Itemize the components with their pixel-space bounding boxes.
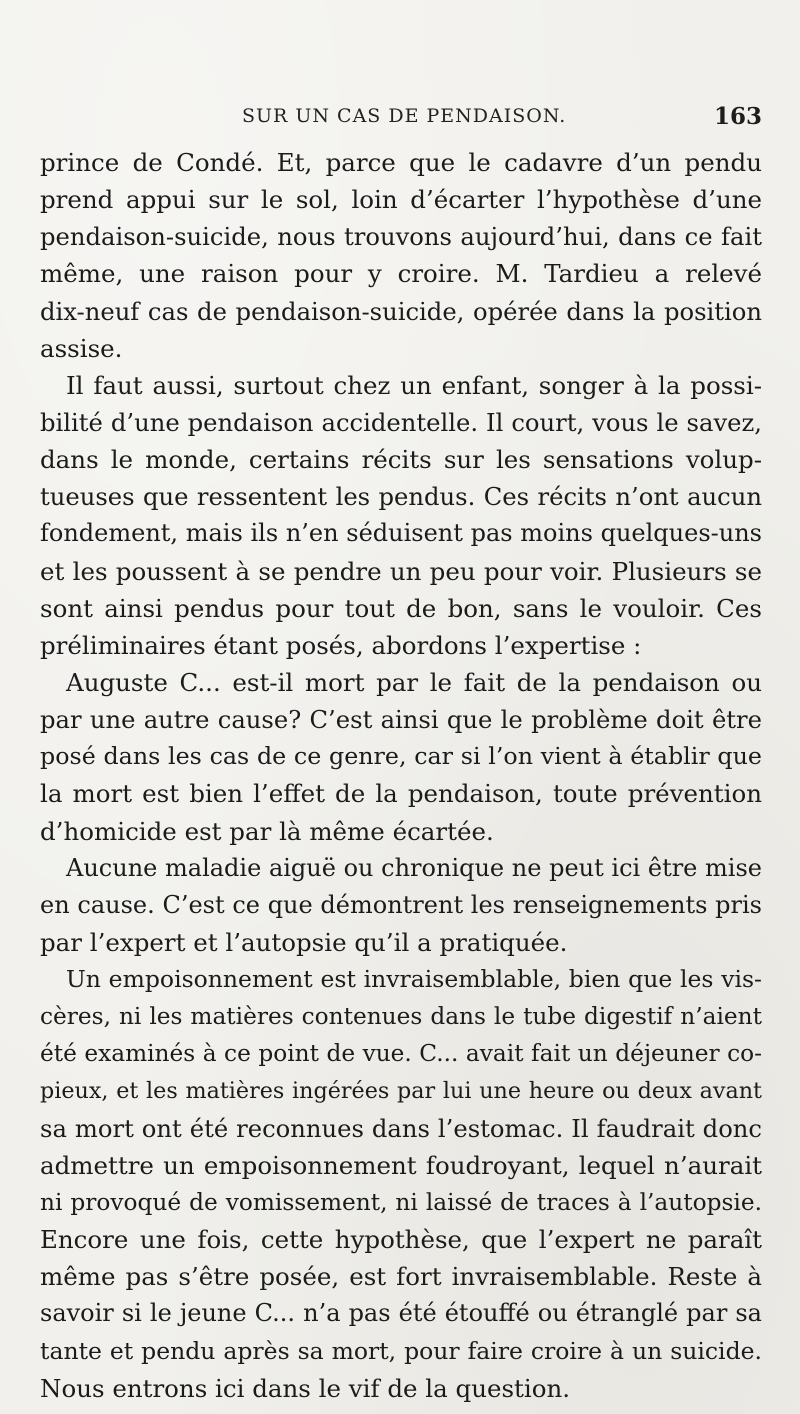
text-line: d’homicide est par là même écartée. [40,816,494,846]
text-line: dix-neuf cas de pendaison-suicide, opérée dans la position [40,296,762,326]
text-line: été examinés à ce point de vue. C... avait fait un déjeuner co- [40,1040,762,1068]
text-line: par l’expert et l’autopsie qu’il a pratiquée. [40,927,568,957]
text-line: tante et pendu après sa mort, pour faire croire à un suicide. [40,1336,762,1365]
text-line: assise. [40,333,123,363]
text-line: ni provoqué de vomissement, ni laissé de traces à l’autopsie. [40,1188,762,1216]
running-head [40,103,762,133]
text-line: Il faut aussi, surtout chez un enfant, songer à la possi- [66,370,762,400]
text-line: prend appui sur le sol, loin d’écarter l’hypothèse d’une [40,185,762,215]
text-line: Aucune maladie aiguë ou chronique ne peut ici être mise [66,853,762,882]
text-line: Nous entrons ici dans le vif de la question. [40,1373,571,1403]
text-line: en cause. C’est ce que démontrent les renseignements pris [40,890,762,919]
text-line: bilité d’une pendaison accidentelle. Il court, vous le savez, [40,407,762,437]
text-line: tueuses que ressentent les pendus. Ces récits n’ont aucun [40,482,762,512]
text-line: admettre un empoisonnement foudroyant, lequel n’aurait [40,1150,762,1180]
text-line: Encore une fois, cette hypothèse, que l’expert ne paraît [40,1225,762,1255]
text-line: Un empoisonnement est invraisemblable, bien que les vis- [66,965,762,994]
text-line: pendaison-suicide, nous trouvons aujourd’hui, dans ce fait [40,222,762,252]
text-line: Auguste C... est-il mort par le fait de la pendaison ou [66,667,762,697]
text-line: par une autre cause? C’est ainsi que le problème doit être [40,705,762,735]
text-line: et les poussent à se pendre un peu pour voir. Plusieurs se [40,556,762,586]
body-text [40,144,762,1407]
text-line: préliminaires étant posés, abordons l’expertise : [40,630,642,660]
text-line: prince de Condé. Et, parce que le cadavre d’un pendu [40,148,762,177]
text-line: même, une raison pour y croire. M. Tardieu a relevé [40,259,762,289]
text-line: sa mort ont été reconnues dans l’estomac. Il faudrait donc [40,1113,762,1143]
text-line: cères, ni les matières contenues dans le tube digestif n’aient [40,1003,762,1031]
text-line: dans le monde, certains récits sur les sensations volup- [40,445,762,475]
text-line: fondement, mais ils n’en séduisent pas moins quelques-uns [40,519,762,548]
text-line: même pas s’être posée, est fort invraisemblable. Reste à [40,1262,762,1292]
running-title: SUR UN CAS DE PENDAISON. [242,105,567,127]
text-line: sont ainsi pendus pour tout de bon, sans le vouloir. Ces [40,593,762,623]
page-number: 163 [713,103,762,130]
text-line: la mort est bien l’effet de la pendaison, toute prévention [40,779,762,809]
text-line: posé dans les cas de ce genre, car si l’on vient à établir que [40,742,762,771]
text-line: savoir si le jeune C... n’a pas été étouffé ou étranglé par sa [40,1299,762,1328]
text-line: pieux, et les matières ingérées par lui une heure ou deux avant [40,1077,762,1104]
